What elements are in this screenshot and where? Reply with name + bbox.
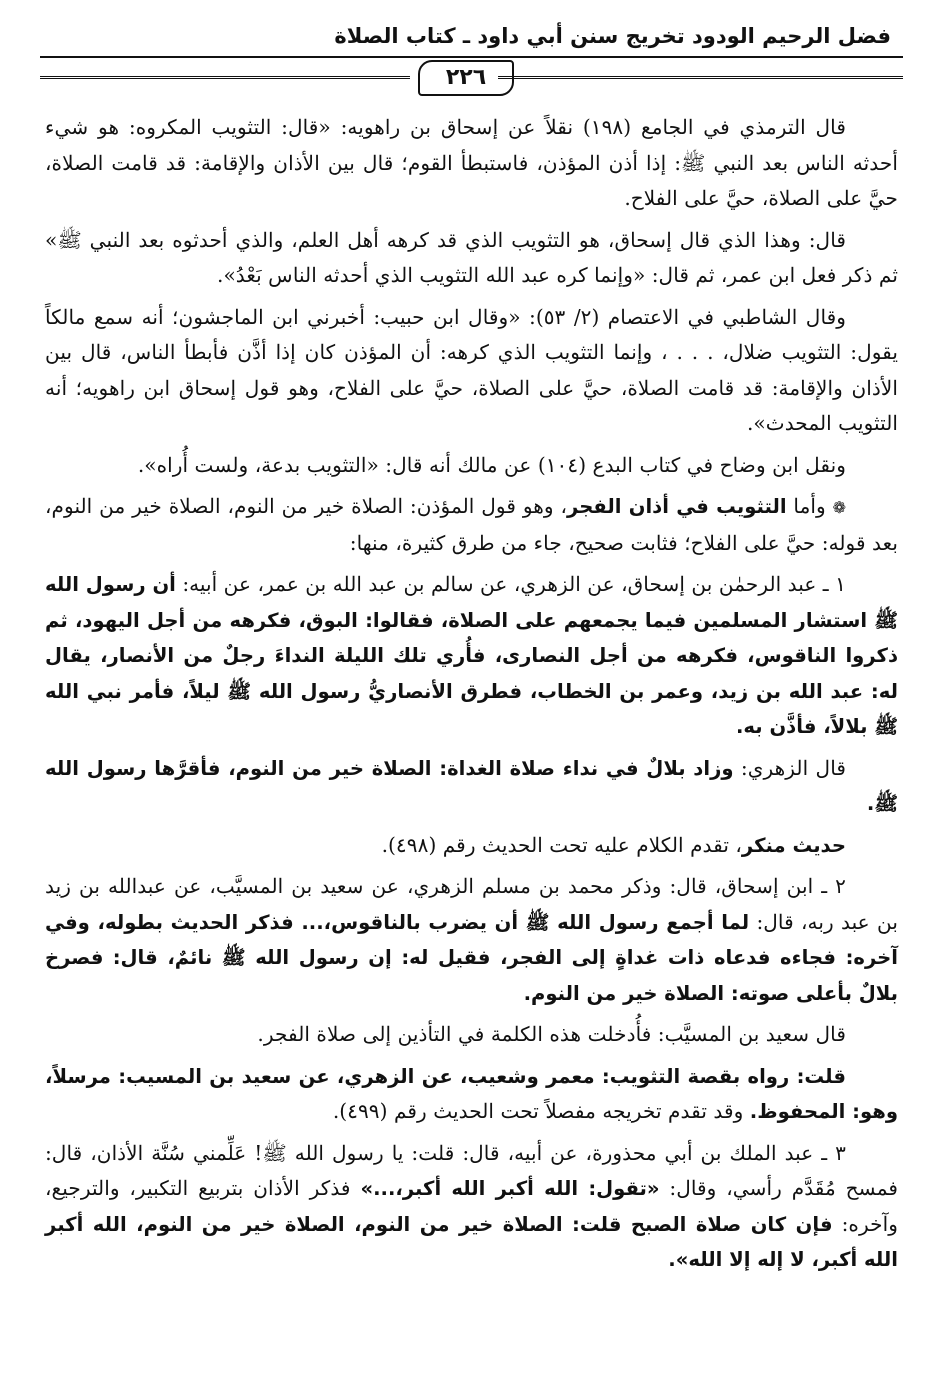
text-lead: قال الزهري: [740,755,847,780]
text-mid: فذكر الأذان بتربيع التكبير، والترجيع، وآخره: [45,1176,898,1236]
hadith-isnad: ١ ـ عبد الرحمٰن بن إسحاق، عن الزهري، عن سالم بن عبد الله بن عمر، عن أبيه: [182,572,846,596]
hadith-matn: «تقول: الله أكبر الله أكبر،...» [360,1177,660,1200]
hadith-isnad: ٣ ـ عبد الملك بن أبي محذورة، عن أبيه، قال: قلت: يا رسول الله ﷺ! عَلِّمني سُنَّة الأذان، قال: فمسح مُقَدَّم رأسي، وقال: [45,1140,899,1200]
bold-heading: التثويب في أذان الفجر [567,495,787,518]
paragraph-fajr-tathwib [45,489,898,561]
hadith-matn-end: فصرخ بلالٌ بأعلى صوته: الصلاة خير من النوم. [45,946,898,1005]
page-number: ٢٢٦ [418,60,514,96]
hadith-matn-end: فإن كان صلاة الصبح قلت: الصلاة خير من النوم، الصلاة خير من النوم، الله أكبر الله أكبر، لا إله إلا الله». [45,1212,898,1271]
paragraph-grading [45,828,898,864]
hadith-isnad: ٢ ـ ابن إسحاق، قال: وذكر محمد بن مسلم الزهري، عن سعيد بن المسيَّب، عن عبدالله بن زيد بن عبد ربه، قال: [45,874,898,934]
grading-label: حديث منكر [741,833,846,857]
running-header-title: فضل الرحيم الودود تخريج سنن أبي داود ـ كتاب الصلاة [334,24,891,48]
paragraph-ishaq: قال: وهذا الذي قال إسحاق، هو التثويب الذي قد كرهه أهل العلم، والذي أحدثوه بعد النبي ﷺ» ثم ذكر فعل ابن عمر، ثم قال: «وإنما كره عبد الله التثويب الذي أحدثه الناس بَعْدُ». [45,227,898,287]
flower-icon: ❁ [832,498,847,517]
author-note-bold: قلت: رواه بقصة التثويب: معمر وشعيب، عن الزهري، عن سعيد بن المسيب: مرسلاً، وهو: المحفوظ. [45,1064,898,1123]
paragraph-hadith-3 [45,1136,898,1278]
text-rest: ، وهو قول المؤذن: الصلاة خير من النوم، الصلاة خير من النوم، بعد قوله: حيَّ على الفلاح؛ فثابت صحيح، جاء من طرق كثيرة، منها: [45,494,898,555]
page-number-ornament [40,58,903,98]
paragraph-shatibi: وقال الشاطبي في الاعتصام (٢/ ٥٣): «وقال ابن حبيب: أخبرني ابن الماجشون؛ أنه سمع مالكاً يقول: التثويب ضلال، . . . ، وإنما التثويب الذي كرهه: أن المؤذن كان إذا أذَّن فأبطأ الناس، قال بين الأذان والإقامة: قد قامت الصلاة، حيَّ على الصلاة، حيَّ على الفلاح، وهو قول إسحاق ابن راهويه؛ أنه التثويب المحدث». [45,304,898,435]
text-lead: وأما [793,494,826,518]
ornament-line-left [40,76,410,79]
paragraph-zuhri [45,751,898,822]
hadith-matn: وزاد بلالٌ في نداء صلاة الغداة: الصلاة خير من النوم، فأقرَّها رسول الله ﷺ. [45,756,898,815]
paragraph-ibn-waddah: ونقل ابن وضاح في كتاب البدع (١٠٤) عن مالك أنه قال: «التثويب بدعة، ولست أُراه». [137,452,846,477]
text-rest: ، تقدم الكلام عليه تحت الحديث رقم (٤٩٨). [381,832,742,857]
ornament-line-right [498,76,903,79]
text-rest: وقد تقدم تخريجه مفصلاً تحت الحديث رقم (٤٩٩). [332,1099,744,1123]
paragraph-tirmidhi: قال الترمذي في الجامع (١٩٨) نقلاً عن إسحاق بن راهويه: «قال: التثويب المكروه: هو شيء أحدثه الناس بعد النبي ﷺ: إذا أذن المؤذن، فاستبطأ القوم؛ قال بين الأذان والإقامة: قد قامت الصلاة، حيَّ على الصلاة، حيَّ على الفلاح. [45,115,898,210]
paragraph-author-note [45,1059,898,1130]
paragraph-hadith-2 [45,869,898,1011]
hadith-matn: أن رسول الله ﷺ استشار المسلمين فيما يجمعهم على الصلاة، فقالوا: البوق، فكرهه من أجل اليهود، ثم ذكروا الناقوس، فكرهه من أجل النصارى، فأُري تلك الليلة النداءَ رجلٌ من الأنصار، يقال له: عبد الله بن زيد، وعمر بن الخطاب، فطرق الأنصاريُّ رسول الله ﷺ ليلاً، فأمر نبي الله ﷺ بلالاً، فأذَّن به. [45,573,898,738]
paragraph-ibn-musayyab: قال سعيد بن المسيَّب: فأُدخلت هذه الكلمة في التأذين إلى صلاة الفجر. [257,1022,846,1046]
paragraph-hadith-1 [45,567,898,745]
hadith-matn: لما أجمع رسول الله ﷺ أن يضرب بالناقوس،... فذكر الحديث بطوله، وفي آخره: فجاءه فدعاه ذات غداةٍ إلى الفجر، فقيل له: إن رسول الله ﷺ نائمٌ، قال: [45,910,898,969]
page-body [45,110,898,1284]
